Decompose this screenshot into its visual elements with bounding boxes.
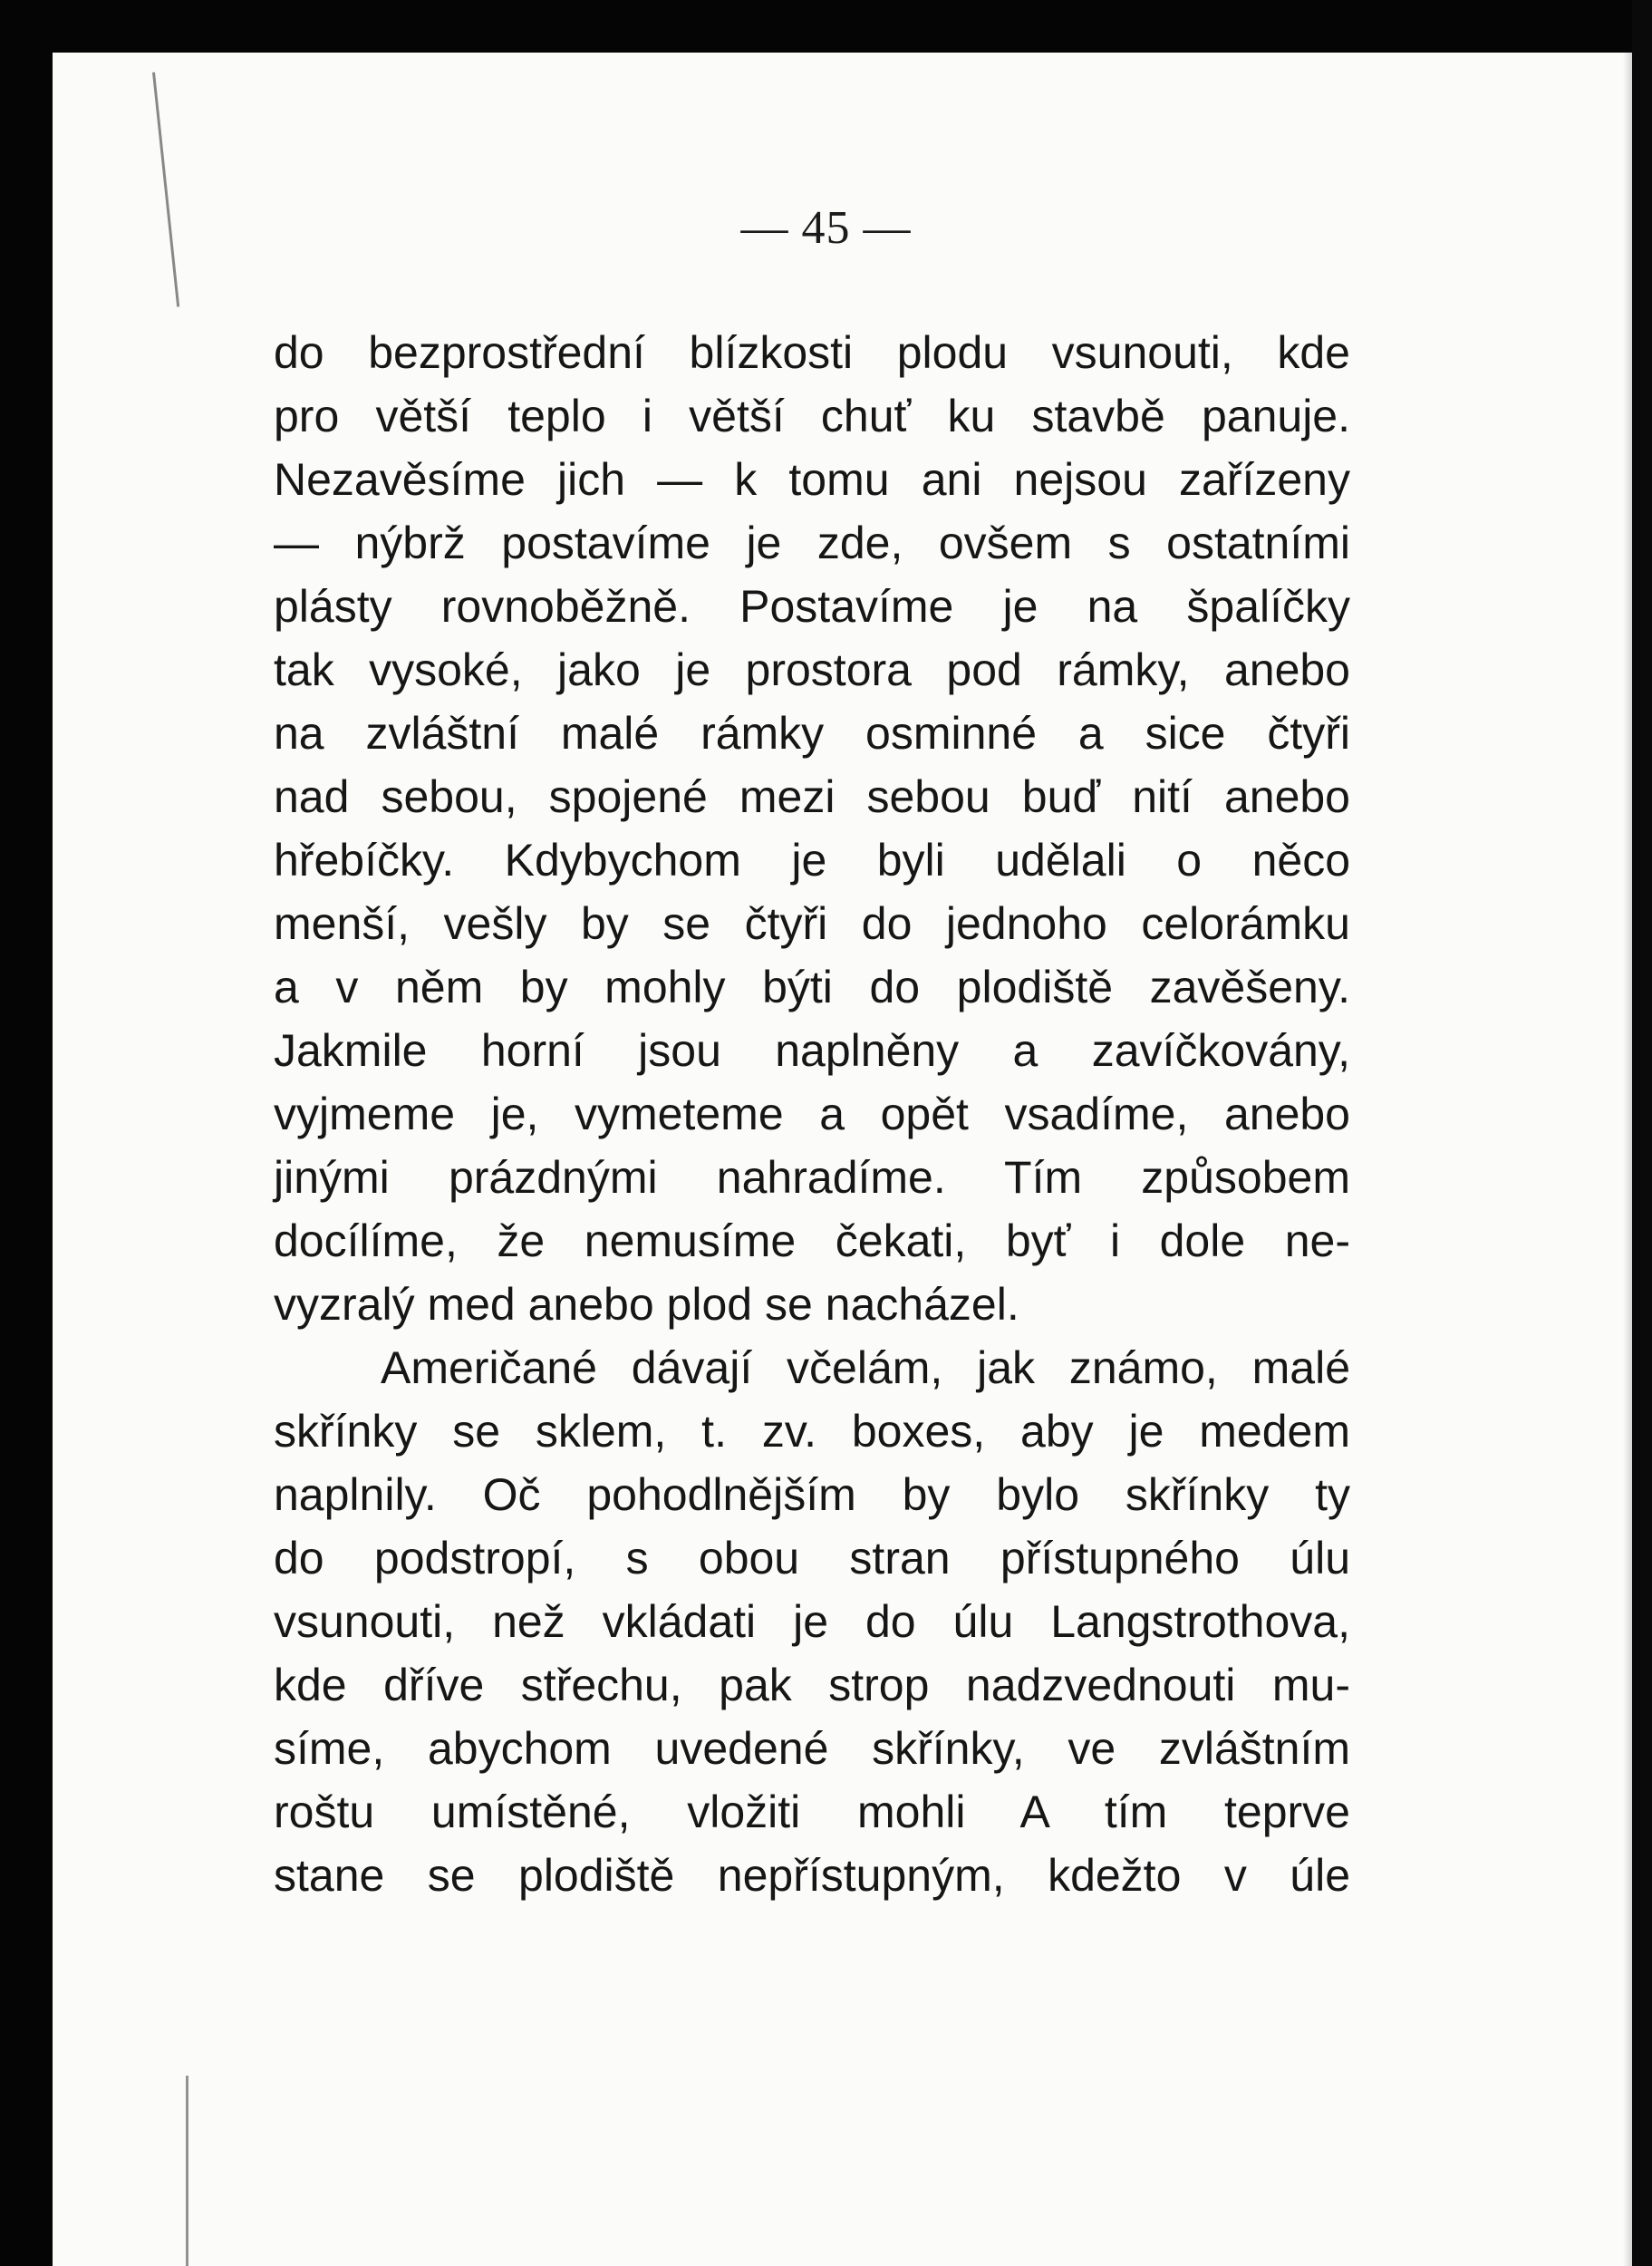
text-line: plásty rovnoběžně. Postavíme je na špalíčky <box>274 581 1350 632</box>
text-line: menší, vešly by se čtyři do jednoho celorámku <box>274 898 1350 949</box>
text-line: jinými prázdnými nahradíme. Tím způsobem <box>274 1152 1350 1203</box>
text-line: tak vysoké, jako je prostora pod rámky, anebo <box>274 644 1350 695</box>
text-line: naplnily. Oč pohodlnějším by bylo skřínky ty <box>274 1469 1350 1520</box>
binding-gutter-mark-lower <box>186 2076 188 2266</box>
body-text <box>274 321 1350 1907</box>
page-number: — 45 — <box>740 202 912 254</box>
text-line: docílíme, že nemusíme čekati, byť i dole ne- <box>274 1215 1350 1266</box>
text-line: do bezprostřední blízkosti plodu vsunouti, kde <box>274 327 1350 378</box>
text-line: Nezavěsíme jich — k tomu ani nejsou zařízeny <box>274 454 1350 505</box>
scan-border-right <box>1632 0 1652 2266</box>
text-line: pro větší teplo i větší chuť ku stavbě panuje. <box>274 391 1350 441</box>
text-line: hřebíčky. Kdybychom je byli udělali o něco <box>274 835 1350 886</box>
text-line: a v něm by mohly býti do plodiště zavěšeny. <box>274 962 1350 1012</box>
text-line: na zvláštní malé rámky osminné a sice čtyři <box>274 708 1350 759</box>
text-line: Jakmile horní jsou naplněny a zavíčkovány, <box>274 1025 1350 1076</box>
text-line: skřínky se sklem, t. zv. boxes, aby je medem <box>274 1406 1350 1457</box>
text-line: nad sebou, spojené mezi sebou buď nití anebo <box>274 771 1350 822</box>
text-line-paragraph-start: Američané dávají včelám, jak známo, malé <box>381 1342 1350 1393</box>
text-line: kde dříve střechu, pak strop nadzvednouti mu- <box>274 1660 1350 1710</box>
scan-border-top <box>0 0 1652 53</box>
text-line: stane se plodiště nepřístupným, kdežto v úle <box>274 1850 1350 1901</box>
scan-border-left <box>0 0 53 2266</box>
text-line: roštu umístěné, vložiti mohli A tím teprve <box>274 1787 1350 1837</box>
text-line: do podstropí, s obou stran přístupného úlu <box>274 1533 1350 1583</box>
text-line-paragraph-end: vyzralý med anebo plod se nacházel. <box>274 1279 1019 1330</box>
binding-gutter-mark <box>152 73 179 307</box>
text-line: vsunouti, než vkládati je do úlu Langstrothova, <box>274 1596 1350 1647</box>
text-line: vyjmeme je, vymeteme a opět vsadíme, anebo <box>274 1089 1350 1139</box>
text-line: síme, abychom uvedené skřínky, ve zvláštním <box>274 1723 1350 1774</box>
text-line: — nýbrž postavíme je zde, ovšem s ostatními <box>274 518 1350 568</box>
page-edge-shadow <box>1623 53 1632 2266</box>
